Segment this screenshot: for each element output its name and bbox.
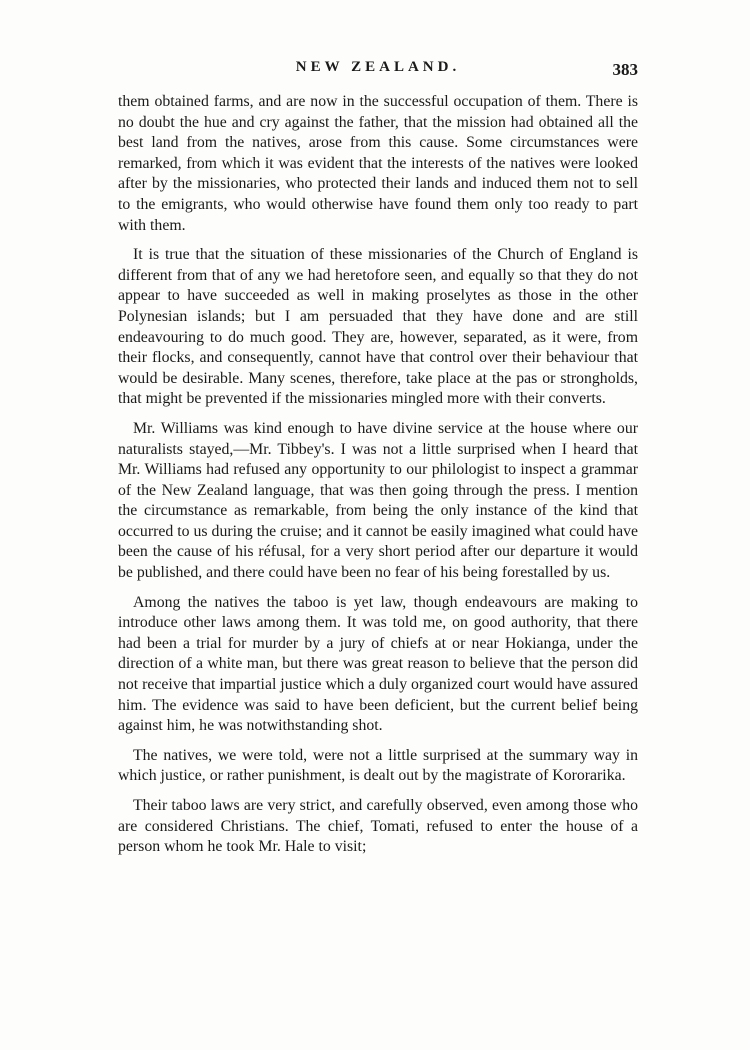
running-head bbox=[118, 56, 638, 82]
body-text bbox=[118, 92, 638, 867]
paragraph-6: Their taboo laws are very strict, and carefully observed, even among those who are considered Christians. The chief, Tomati, refused to enter the house of a person whom he took Mr. Hale to visit; bbox=[118, 797, 638, 856]
paragraph-1: them obtained farms, and are now in the successful occupation of them. There is no doubt the hue and cry against the father, that the mission had obtained all the best land from the natives, arose from this cause. Some circumstances were remarked, from which it was evident that the interests of the natives were looked after by the missionaries, who protected their lands and induced them not to sell to the emigrants, who would otherwise have found them only too ready to part with them. bbox=[118, 93, 638, 234]
paragraph-4: Among the natives the taboo is yet law, though endeavours are making to introduce other laws among them. It was told me, on good authority, that there had been a trial for murder by a jury of chiefs at or near Hokianga, under the direction of a white man, but there was great reason to believe that the person did not receive that impartial justice which a duly organized court would have assured him. The evidence was said to have been deficient, but the current belief being against him, he was notwithstanding shot. bbox=[118, 593, 638, 735]
paragraph-5: The natives, we were told, were not a little surprised at the summary way in which justice, or rather punishment, is dealt out by the magistrate of Kororarika. bbox=[118, 746, 638, 785]
paragraph-3: Mr. Williams was kind enough to have divine service at the house where our naturalists stayed,—Mr. Tibbey's. I was not a little surprised when I heard that Mr. Williams had refused any opportunity to our philologist to inspect a grammar of the New Zealand language, that was then going through the press. I mention the circumstance as remarkable, from being the only instance of the kind that occurred to us during the cruise; and it cannot be easily imagined what could have been the cause of his réfusal, for a very short period after our departure it would be published, and there could have been no fear of his being forestalled by us. bbox=[118, 419, 638, 582]
running-title: NEW ZEALAND. bbox=[295, 59, 461, 75]
page-number: 383 bbox=[612, 60, 638, 79]
paragraph-2: It is true that the situation of these missionaries of the Church of England is different from that of any we had heretofore seen, and equally so that they do not appear to have succeeded as well in making proselytes as those in the other Polynesian islands; but I am persuaded that they have done and are still endeavouring to do much good. They are, however, separated, as it were, from their flocks, and consequently, cannot have that control over their behaviour that would be desirable. Many scenes, therefore, take place at the pas or strongholds, that might be prevented if the missionaries mingled more with their converts. bbox=[118, 246, 638, 408]
